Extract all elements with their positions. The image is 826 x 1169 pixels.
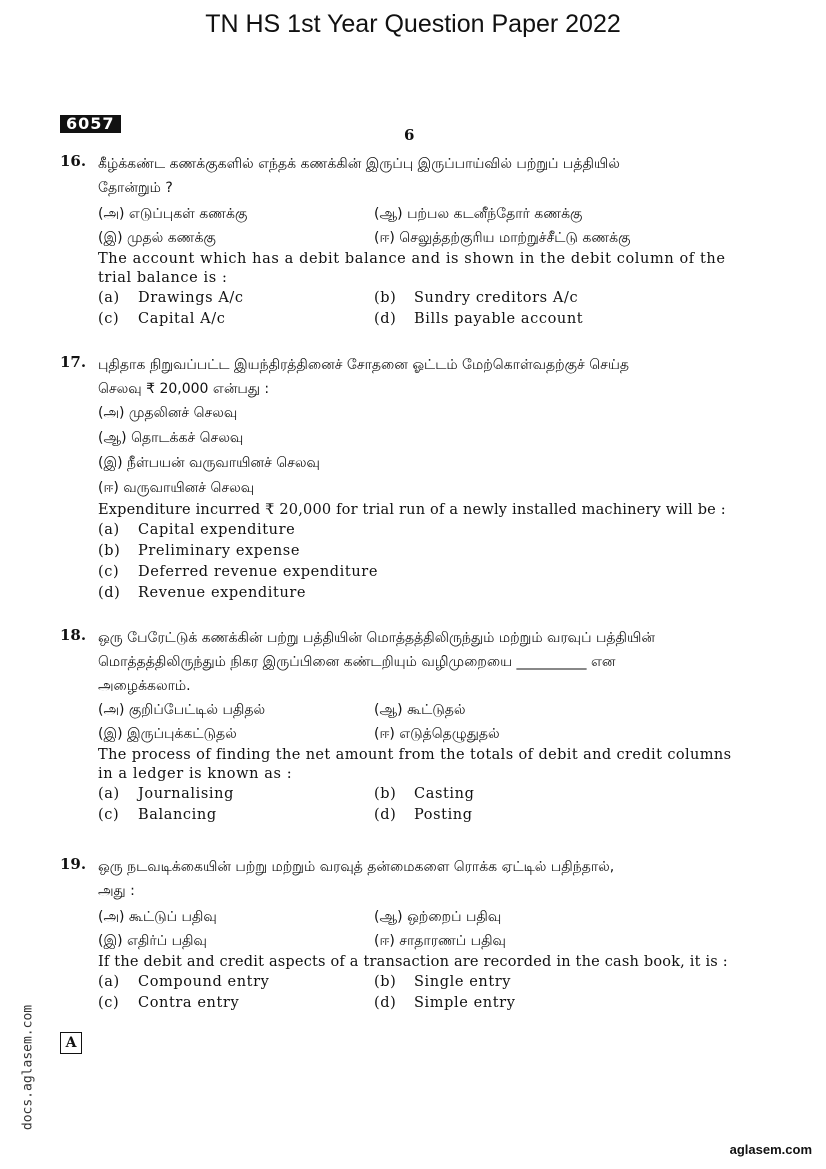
question-number: 18. <box>60 626 87 644</box>
question-english-line: trial balance is : <box>98 270 228 286</box>
option-text: Bills payable account <box>414 311 584 327</box>
option-label: (b) <box>374 974 397 990</box>
question-tamil-line: ஒரு பேரேட்டுக் கணக்கின் பற்று பத்தியின் மொத்தத்திலிருந்தும் மற்றும் வரவுப் பத்தியின் <box>98 630 655 646</box>
tamil-option: (ஆ) கூட்டுதல் <box>374 702 466 718</box>
option-label: (c) <box>98 807 120 823</box>
tamil-option: (ஈ) சாதாரணப் பதிவு <box>374 933 506 949</box>
question-tamil-line: ஒரு நடவடிக்கையின் பற்று மற்றும் வரவுத் தன்மைகளை ரொக்க ஏட்டில் பதிந்தால், <box>98 859 615 875</box>
question-tamil-line: தோன்றும் ? <box>98 180 173 196</box>
question-english-line: Expenditure incurred ₹ 20,000 for trial run of a newly installed machinery will be : <box>98 502 726 518</box>
tamil-option: (ஈ) செலுத்தற்குரிய மாற்றுச்சீட்டு கணக்கு <box>374 230 631 246</box>
option-label: (a) <box>98 974 120 990</box>
option-label: (a) <box>98 522 120 538</box>
option-text: Sundry creditors A/c <box>414 290 579 306</box>
question-17 <box>60 353 732 604</box>
question-tamil-line: மொத்தத்திலிருந்தும் நிகர இருப்பினை கண்டறியும் வழிமுறையை __________ என <box>98 654 616 670</box>
option-label: (b) <box>374 290 397 306</box>
tamil-option: (இ) நீள்பயன் வருவாயினச் செலவு <box>98 455 320 471</box>
question-19 <box>60 855 732 1014</box>
option-label: (a) <box>98 786 120 802</box>
option-text: Compound entry <box>138 974 270 990</box>
option-text: Capital A/c <box>138 311 226 327</box>
option-text: Revenue expenditure <box>138 585 307 601</box>
option-text: Capital expenditure <box>138 522 296 538</box>
paper-code-badge: 6057 <box>60 115 121 133</box>
tamil-option: (இ) எதிர்ப் பதிவு <box>98 933 207 949</box>
option-label: (a) <box>98 290 120 306</box>
question-tamil-line: அழைக்கலாம். <box>98 678 191 694</box>
question-tamil-line: புதிதாக நிறுவப்பட்ட இயந்திரத்தினைச் சோதனை ஓட்டம் மேற்கொள்வதற்குச் செய்த <box>98 357 629 373</box>
question-16 <box>60 152 732 330</box>
question-18 <box>60 626 732 826</box>
question-english-line: If the debit and credit aspects of a transaction are recorded in the cash book, it is : <box>98 954 728 970</box>
tamil-option: (இ) இருப்புக்கட்டுதல் <box>98 726 237 742</box>
tamil-option: (ஆ) ஒற்றைப் பதிவு <box>374 909 502 925</box>
question-tamil-line: செலவு ₹ 20,000 என்பது : <box>98 381 270 397</box>
tamil-option: (அ) குறிப்பேட்டில் பதிதல் <box>98 702 266 718</box>
footer-watermark: aglasem.com <box>729 1142 812 1157</box>
option-label: (b) <box>374 786 397 802</box>
tamil-option: (ஈ) வருவாயினச் செலவு <box>98 480 255 496</box>
side-watermark: docs.aglasem.com <box>20 1004 36 1131</box>
option-text: Casting <box>414 786 475 802</box>
option-text: Single entry <box>414 974 512 990</box>
page-number: 6 <box>404 126 415 144</box>
question-number: 19. <box>60 855 87 873</box>
question-english-line: The process of finding the net amount from the totals of debit and credit columns <box>98 747 732 763</box>
option-label: (d) <box>98 585 121 601</box>
tamil-option: (ஈ) எடுத்தெழுதுதல் <box>374 726 500 742</box>
question-tamil-line: கீழ்க்கண்ட கணக்குகளில் எந்தக் கணக்கின் இருப்பு இருப்பாய்வில் பற்றுப் பத்தியில் <box>98 156 620 172</box>
option-label: (d) <box>374 995 397 1011</box>
option-text: Posting <box>414 807 473 823</box>
option-label: (b) <box>98 543 121 559</box>
question-number: 17. <box>60 353 87 371</box>
option-text: Contra entry <box>138 995 240 1011</box>
tamil-option: (இ) முதல் கணக்கு <box>98 230 216 246</box>
option-text: Deferred revenue expenditure <box>138 564 378 580</box>
page-header-title: TN HS 1st Year Question Paper 2022 <box>205 10 621 38</box>
tamil-option: (ஆ) பற்பல கடனீந்தோர் கணக்கு <box>374 206 583 222</box>
series-mark-box: A <box>60 1032 82 1054</box>
option-text: Journalising <box>138 786 234 802</box>
question-english-line: The account which has a debit balance and is shown in the debit column of the <box>98 251 726 267</box>
question-english-line: in a ledger is known as : <box>98 766 293 782</box>
question-number: 16. <box>60 152 87 170</box>
option-text: Balancing <box>138 807 217 823</box>
option-label: (d) <box>374 807 397 823</box>
tamil-option: (அ) கூட்டுப் பதிவு <box>98 909 217 925</box>
option-text: Drawings A/c <box>138 290 244 306</box>
tamil-option: (அ) முதலினச் செலவு <box>98 405 238 421</box>
option-text: Preliminary expense <box>138 543 301 559</box>
option-text: Simple entry <box>414 995 516 1011</box>
question-tamil-line: அது : <box>98 883 135 899</box>
option-label: (c) <box>98 995 120 1011</box>
tamil-option: (அ) எடுப்புகள் கணக்கு <box>98 206 248 222</box>
option-label: (d) <box>374 311 397 327</box>
option-label: (c) <box>98 564 120 580</box>
option-label: (c) <box>98 311 120 327</box>
tamil-option: (ஆ) தொடக்கச் செலவு <box>98 430 244 446</box>
